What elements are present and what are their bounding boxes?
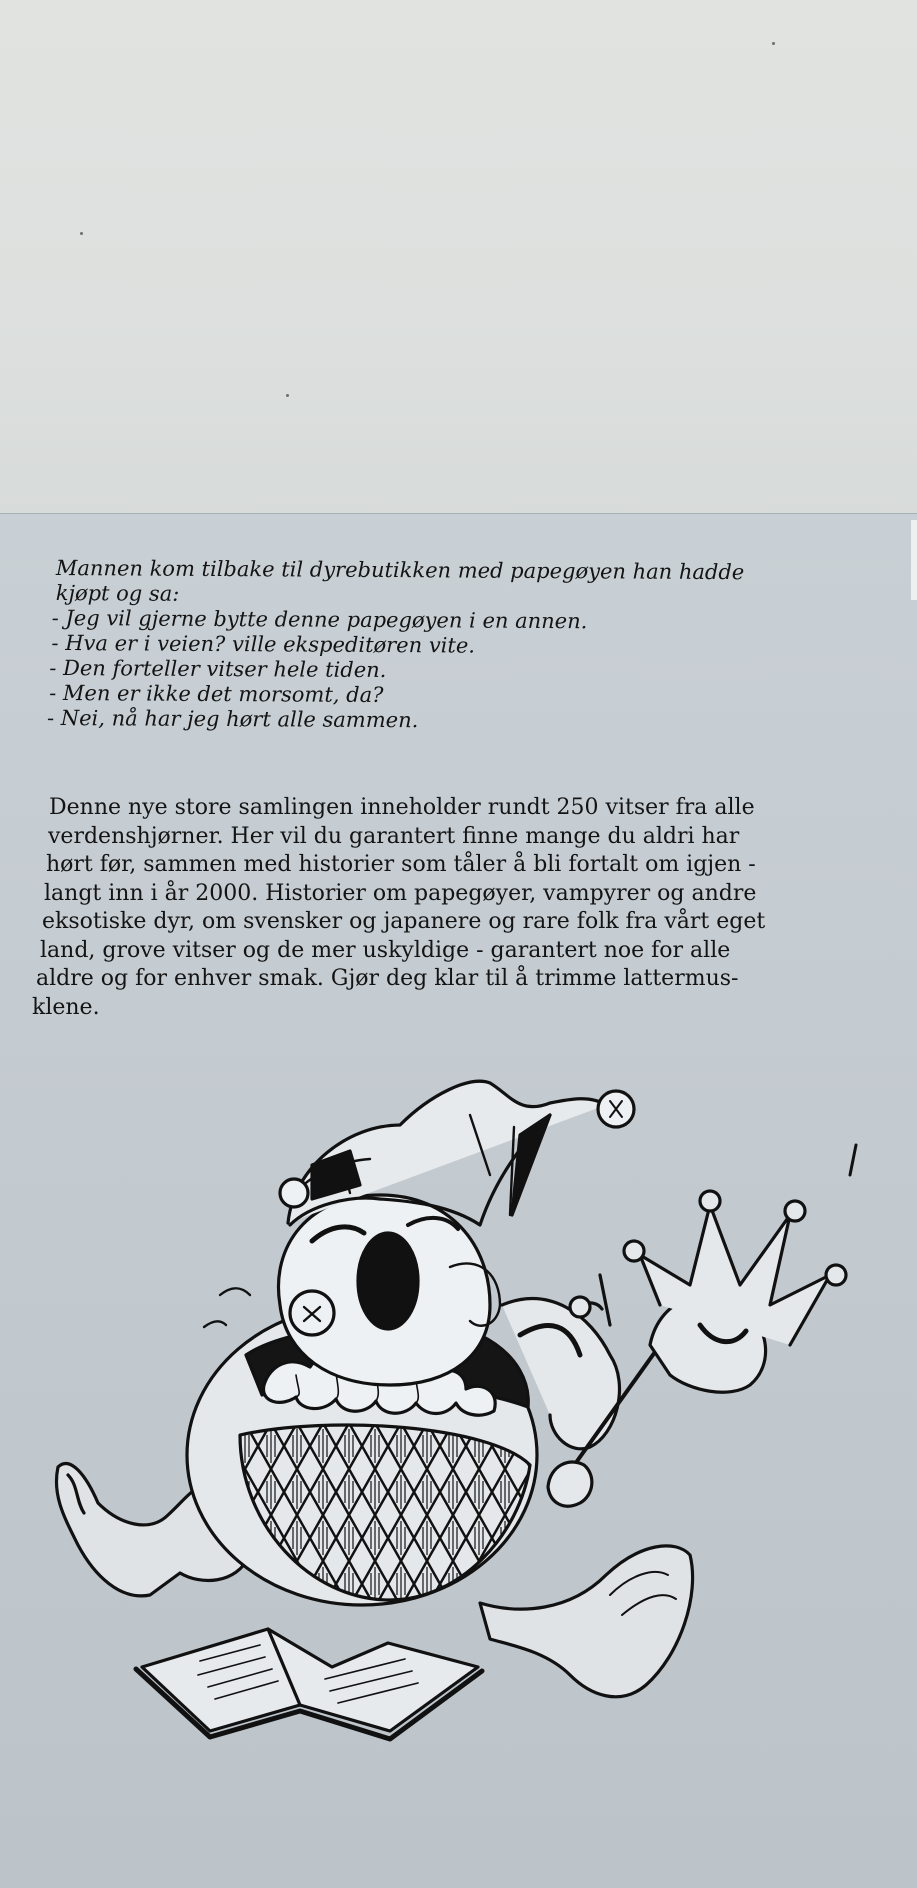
book <box>136 1629 482 1739</box>
description-line: langt inn i år 2000. Historier om papegøyer, vampyrer og andre <box>44 880 757 906</box>
description-line: eksotiske dyr, om svensker og japanere og rare folk fra vårt eget <box>42 909 766 934</box>
joke-line: - Jeg vil gjerne bytte denne papegøyen i en annen. <box>51 605 588 634</box>
description-line: Denne nye store samlingen inneholder rundt 250 vitser fra alle <box>49 795 755 820</box>
wall-speck <box>772 42 775 45</box>
description-line: verdenshjørner. Her vil du garantert finne mange du aldri har <box>48 823 740 849</box>
joke-line: - Men er ikke det morsomt, da? <box>49 680 384 708</box>
paper-edge <box>911 520 917 600</box>
joke-line: - Hva er i veien? ville ekspeditøren vite. <box>51 630 476 658</box>
description-line: hørt før, sammen med historier som tåler å bli fortalt om igjen - <box>46 852 756 877</box>
wall-background <box>0 0 917 520</box>
joke-line: - Nei, nå har jeg hørt alle sammen. <box>46 705 419 733</box>
wall-speck <box>286 394 289 397</box>
description-line: klene. <box>32 994 100 1020</box>
book-description <box>32 794 916 1022</box>
joke-line: kjøpt og sa: <box>55 580 180 606</box>
jester-with-book-icon <box>50 1055 917 1815</box>
joke-text <box>46 556 896 736</box>
description-line: land, grove vitser og de mer uskyldige - garantert noe for alle <box>40 937 731 963</box>
joke-line: - Den forteller vitser hele tiden. <box>49 655 387 683</box>
wall-speck <box>80 232 83 235</box>
description-line: aldre og for enhver smak. Gjør deg klar til å trimme lattermus- <box>36 966 739 991</box>
joke-line: Mannen kom tilbake til dyrebutikken med papegøyen han hadde <box>55 556 745 585</box>
